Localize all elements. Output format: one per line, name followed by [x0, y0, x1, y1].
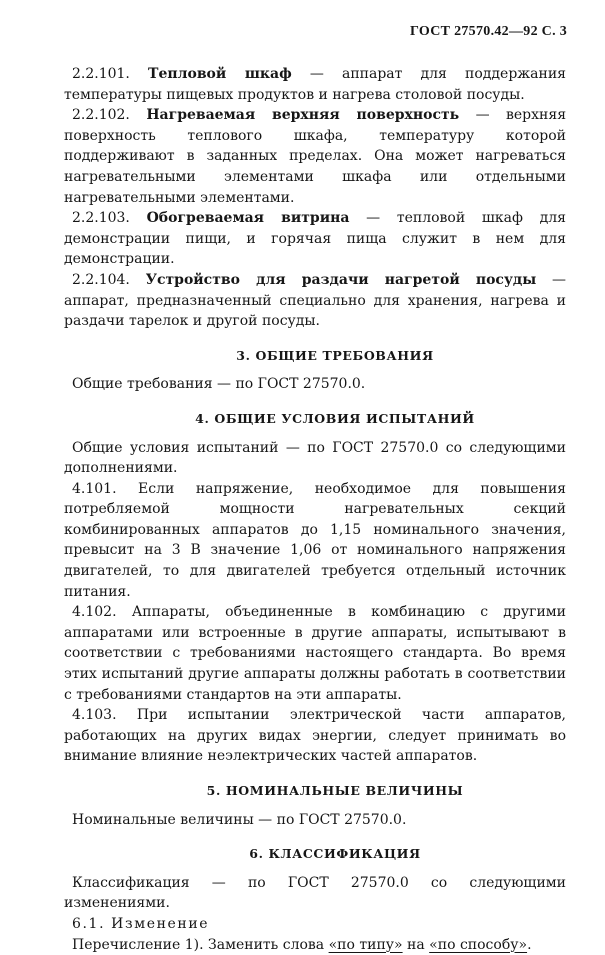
section-4-intro: Общие условия испытаний — по ГОСТ 27570.0 со следующими дополнениями. — [64, 439, 566, 477]
definition-term: Обогреваемая витрина — [146, 210, 350, 227]
clause-4-103: 4.103. При испытании электрической части аппаратов, работающих на других видах энергии, следует принимать во внимание влияние неэлектрических частей аппаратов. — [64, 707, 566, 765]
definition-2-2-101: 2.2.101. Тепловой шкаф — аппарат для поддержания температуры пищевых продуктов и нагрева столовой посуды. — [64, 66, 566, 103]
page-header: ГОСТ 27570.42—92 С. 3 — [410, 24, 567, 39]
section-5-heading: 5. НОМИНАЛЬНЫЕ ВЕЛИЧИНЫ — [206, 783, 464, 798]
definition-2-2-103: 2.2.103. Обогреваемая витрина — тепловой шкаф для демонстрации пищи, и горячая пища служит в нем для демонстрации. — [64, 210, 566, 268]
section-6-heading: 6. КЛАССИФИКАЦИЯ — [249, 846, 421, 862]
section-3-heading: 3. ОБЩИЕ ТРЕБОВАНИЯ — [236, 347, 434, 363]
definition-term: Тепловой шкаф — [148, 66, 292, 82]
definition-term: Устройство для раздачи нагретой посуды — [145, 271, 537, 288]
definition-2-2-102: 2.2.102. Нагреваемая верхняя поверхность — верхняя поверхность теплового шкафа, температуру которой поддерживают в заданных пределах. Она может нагреваться нагревательными элементами шкафа или отдельными нагревательными элементами. — [64, 107, 567, 206]
section-4-heading: 4. ОБЩИЕ УСЛОВИЯ ИСПЫТАНИЙ — [195, 410, 475, 426]
section-6-text: Классификация — по ГОСТ 27570.0 со следующими изменениями. — [64, 874, 566, 912]
document-body — [64, 64, 566, 955]
old-wording: «по типу» — [328, 936, 403, 953]
change-instruction: Перечисление 1). Заменить слова «по типу» на «по способу». — [72, 936, 532, 953]
section-5-text: Номинальные величины — по ГОСТ 27570.0. — [72, 811, 407, 828]
clause-4-101: 4.101. Если напряжение, необходимое для повышения потребляемой мощности нагревательных секций комбинированных аппаратов до 1,15 номинального значения, превысит на 3 В значение 1,06 от номинального напряжения двигателей, то для двигателей требуется отдельный источник питания. — [64, 480, 566, 600]
clause-4-102: 4.102. Аппараты, объединенные в комбинацию с другими аппаратами или встроенные в другие аппараты, испытывают в соответствии с требованиями настоящего стандарта. Во время этих испытаний другие аппараты должны работать в соответствии с требованиями стандартов на эти аппараты. — [64, 604, 566, 703]
subitem-6-1: 6.1. Изменение — [72, 915, 210, 932]
definition-term: Нагреваемая верхняя поверхность — [146, 107, 460, 124]
new-wording: «по способу» — [429, 936, 528, 953]
definition-2-2-104: 2.2.104. Устройство для раздачи нагретой посуды — аппарат, предназначенный специально для хранения, нагрева и раздачи тарелок и другой посуды. — [64, 271, 567, 330]
section-3-text: Общие требования — по ГОСТ 27570.0. — [72, 376, 366, 393]
